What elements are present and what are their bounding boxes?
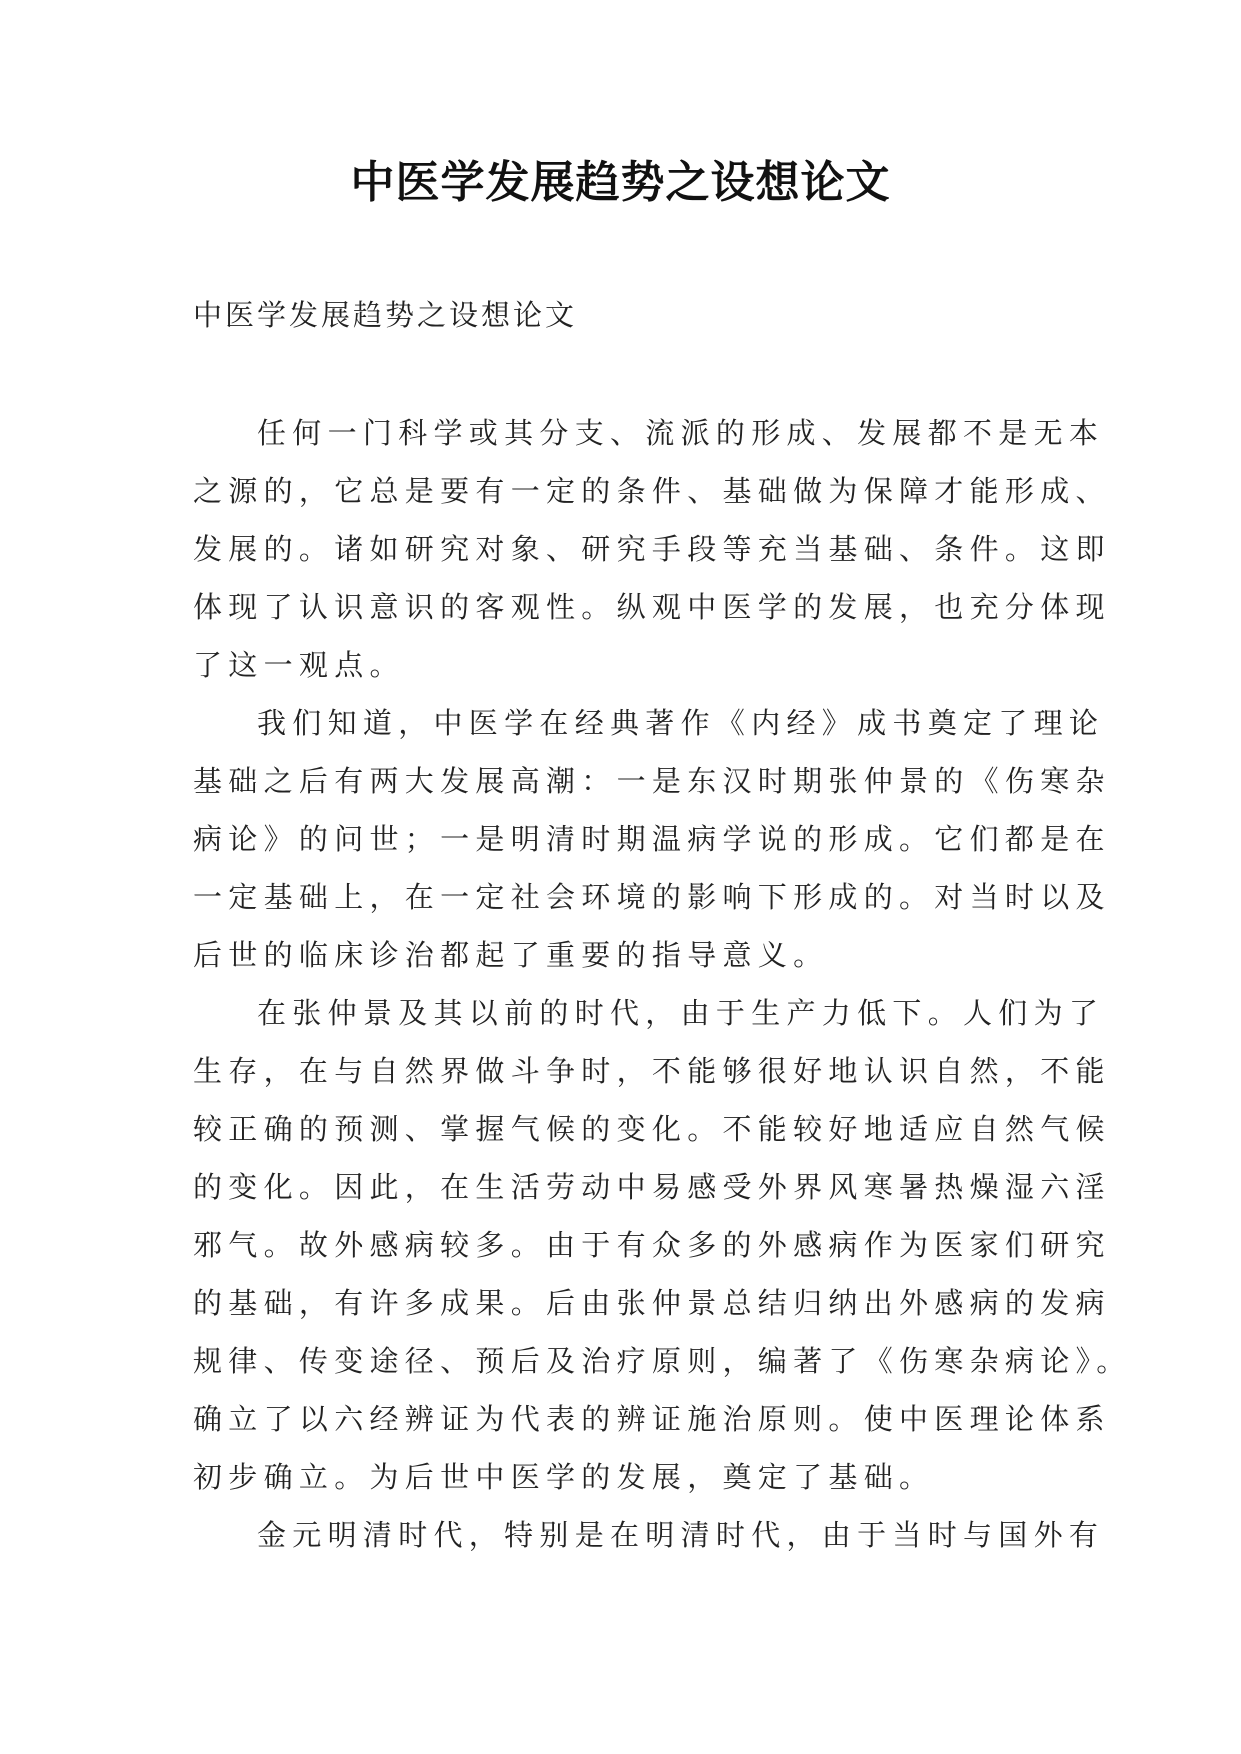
- text-line: 确立了以六经辨证为代表的辨证施治原则。使中医理论体系: [193, 1402, 1111, 1436]
- text-line: 规律、传变途径、预后及治疗原则，编著了《伤寒杂病论》。: [193, 1344, 1132, 1378]
- text-line: 的基础，有许多成果。后由张仲景总结归纳出外感病的发病: [193, 1286, 1111, 1320]
- text-line: 的变化。因此，在生活劳动中易感受外界风寒暑热燥湿六淫: [193, 1170, 1111, 1204]
- text-line: 我们知道，中医学在经典著作《内经》成书奠定了理论: [257, 706, 1105, 740]
- text-line: 体现了认识意识的客观性。纵观中医学的发展，也充分体现: [193, 590, 1111, 624]
- text-line: 较正确的预测、掌握气候的变化。不能较好地适应自然气候: [193, 1112, 1111, 1146]
- document-subtitle: 中医学发展趋势之设想论文: [193, 298, 578, 332]
- text-line: 邪气。故外感病较多。由于有众多的外感病作为医家们研究: [193, 1228, 1111, 1262]
- text-line: 发展的。诸如研究对象、研究手段等充当基础、条件。这即: [193, 532, 1111, 566]
- text-line: 初步确立。为后世中医学的发展，奠定了基础。: [193, 1460, 935, 1494]
- text-line: 任何一门科学或其分支、流派的形成、发展都不是无本: [257, 416, 1105, 450]
- document-title: 中医学发展趋势之设想论文: [350, 157, 891, 208]
- text-line: 在张仲景及其以前的时代，由于生产力低下。人们为了: [257, 996, 1105, 1030]
- text-line: 之源的，它总是要有一定的条件、基础做为保障才能形成、: [193, 474, 1111, 508]
- text-line: 了这一观点。: [193, 648, 405, 682]
- text-line: 金元明清时代，特别是在明清时代，由于当时与国外有: [257, 1518, 1105, 1552]
- text-line: 一定基础上，在一定社会环境的影响下形成的。对当时以及: [193, 880, 1111, 914]
- text-line: 后世的临床诊治都起了重要的指导意义。: [193, 938, 829, 972]
- text-line: 基础之后有两大发展高潮：一是东汉时期张仲景的《伤寒杂: [193, 764, 1111, 798]
- document-body: [193, 404, 1132, 1564]
- text-line: 病论》的问世；一是明清时期温病学说的形成。它们都是在: [193, 822, 1111, 856]
- text-line: 生存，在与自然界做斗争时，不能够很好地认识自然，不能: [193, 1054, 1111, 1088]
